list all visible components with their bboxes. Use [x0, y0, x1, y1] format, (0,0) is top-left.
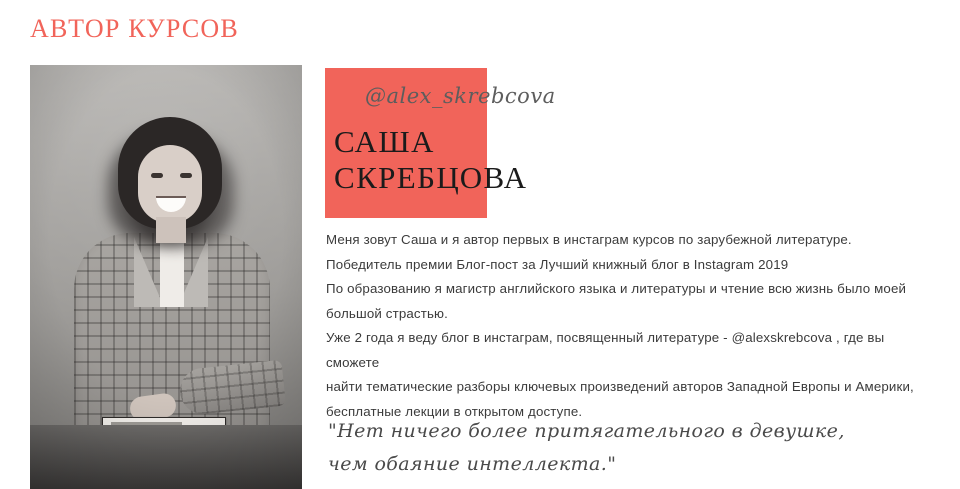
bio-line-3: По образованию я магистр английского языка и литературы и чтение всю жизнь было моей — [326, 281, 907, 296]
bio-line-1: Меня зовут Саша и я автор первых в инстаграм курсов по зарубежной литературе. — [326, 232, 852, 247]
instagram-handle: @alex_skrebcova — [365, 84, 556, 108]
author-photo — [30, 65, 302, 489]
bio-line-6: найти тематические разборы ключевых произведений авторов Западной Европы и Америки, — [326, 379, 914, 394]
quote-line-2: чем обаяние интеллекта." — [328, 453, 617, 475]
bio-line-5: Уже 2 года я веду блог в инстаграм, посвященный литературе - @alexskrebcova , где вы сможете — [326, 330, 885, 370]
instagram-award-link[interactable]: Instagram 2019 — [693, 256, 789, 272]
quote-line-1: "Нет ничего более притягательного в девушке, — [328, 420, 845, 442]
author-name-line-1: САША — [334, 124, 435, 159]
author-quote — [328, 415, 928, 481]
bio-line-2-text: Победитель премии Блог-пост за Лучший книжный блог в — [326, 256, 694, 272]
page-title: АВТОР КУРСОВ — [30, 14, 239, 43]
photo-vignette — [30, 65, 302, 489]
bio-line-2 — [326, 253, 928, 278]
bio-line-4: большой страстью. — [326, 305, 449, 321]
bio-line-7: бесплатные лекции в открытом доступе. — [326, 403, 583, 419]
author-name-line-2: СКРЕБЦОВА — [334, 160, 528, 195]
author-name — [334, 124, 527, 196]
author-bio — [326, 228, 928, 424]
